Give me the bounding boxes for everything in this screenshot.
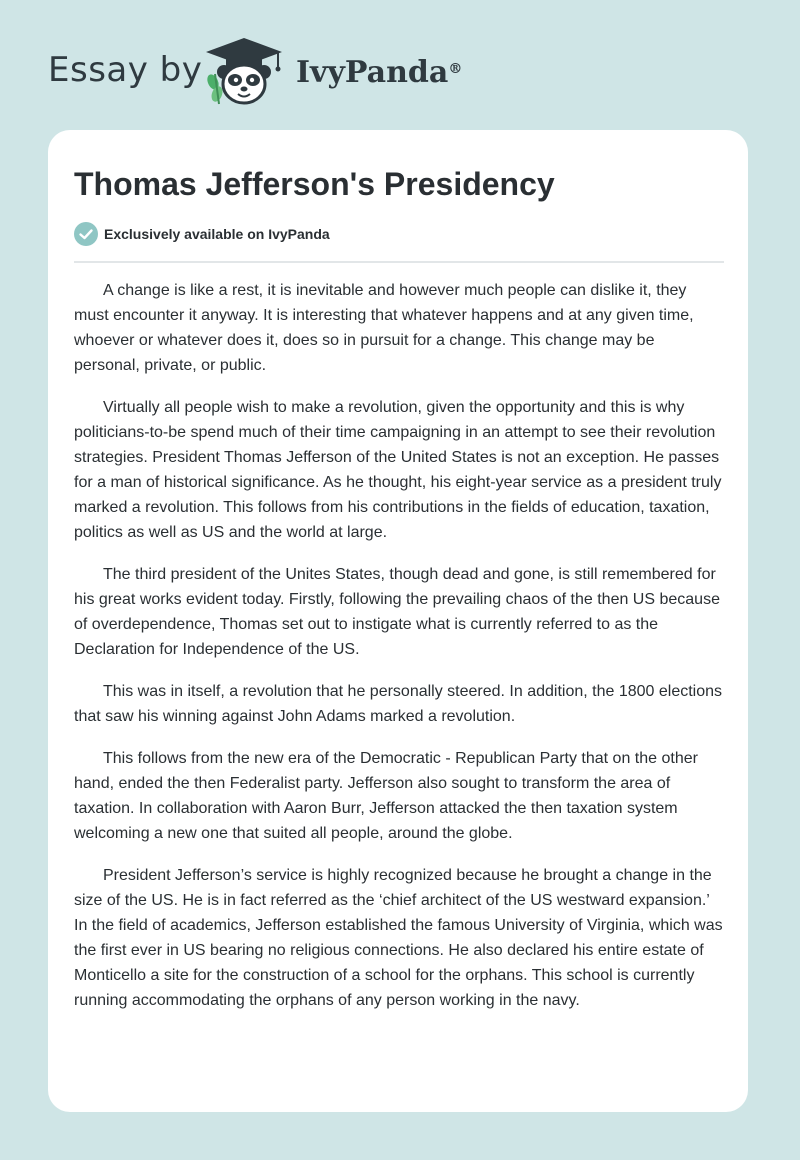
exclusive-badge-text: Exclusively available on IvyPanda <box>104 226 330 242</box>
paragraph: The third president of the Unites States, though dead and gone, is still remembered for his great works evident today. Firstly, following the prevailing chaos of the then US because of overdependence, Thomas set out to instigate what is currently referred to as the Declaration for Independence of the US. <box>74 566 720 658</box>
brand-name[interactable] <box>296 54 462 92</box>
essay-card <box>48 130 748 1112</box>
check-circle-icon <box>74 222 98 246</box>
registered-mark: ® <box>448 61 463 77</box>
paragraph: President Jefferson’s service is highly recognized because he brought a change in the size of the US. He is in fact referred as the ‘chief architect of the US westward expansion.’ In the field of academics, Jefferson established the famous University of Virginia, which was the first ever in US bearing no religious connections. He also declared his entire estate of Monticello a site for the construction of a school for the orphans. This school is currently running accommodating the orphans of any person working in the navy. <box>74 867 723 1009</box>
page-title: Thomas Jefferson's Presidency <box>74 166 555 202</box>
essay-by-label: Essay by <box>48 50 203 90</box>
divider <box>74 261 724 263</box>
paragraph: This follows from the new era of the Democratic - Republican Party that on the other hand, ended the then Federalist party. Jefferson also sought to transform the area of taxation. In collaboration with Aaron Burr, Jefferson attacked the then taxation system welcoming a new one that suited all people, around the globe. <box>74 750 698 842</box>
brand-name-text: IvyPanda <box>296 55 449 90</box>
paragraph: This was in itself, a revolution that he personally steered. In addition, the 1800 elections that saw his winning against John Adams marked a revolution. <box>74 683 723 725</box>
exclusive-badge <box>74 222 330 246</box>
panda-graduation-cap-icon[interactable] <box>198 36 290 108</box>
paragraph: A change is like a rest, it is inevitable and however much people can dislike it, they must encounter it anyway. It is interesting that whatever happens and at any given time, whoever or whatever does it, does so in pursuit for a change. This change may be personal, private, or public. <box>74 282 694 374</box>
essay-body <box>74 278 724 1030</box>
paragraph: Virtually all people wish to make a revolution, given the opportunity and this is why politicians-to-be spend much of their time campaigning in an attempt to see their revolution strategies. President Thomas Jefferson of the United States is not an exception. He passes for a man of historical significance. As he thought, his eight-year service as a president truly marked a revolution. This follows from his contributions in the fields of education, taxation, politics as well as US and the world at large. <box>74 399 722 541</box>
site-header <box>0 0 800 130</box>
